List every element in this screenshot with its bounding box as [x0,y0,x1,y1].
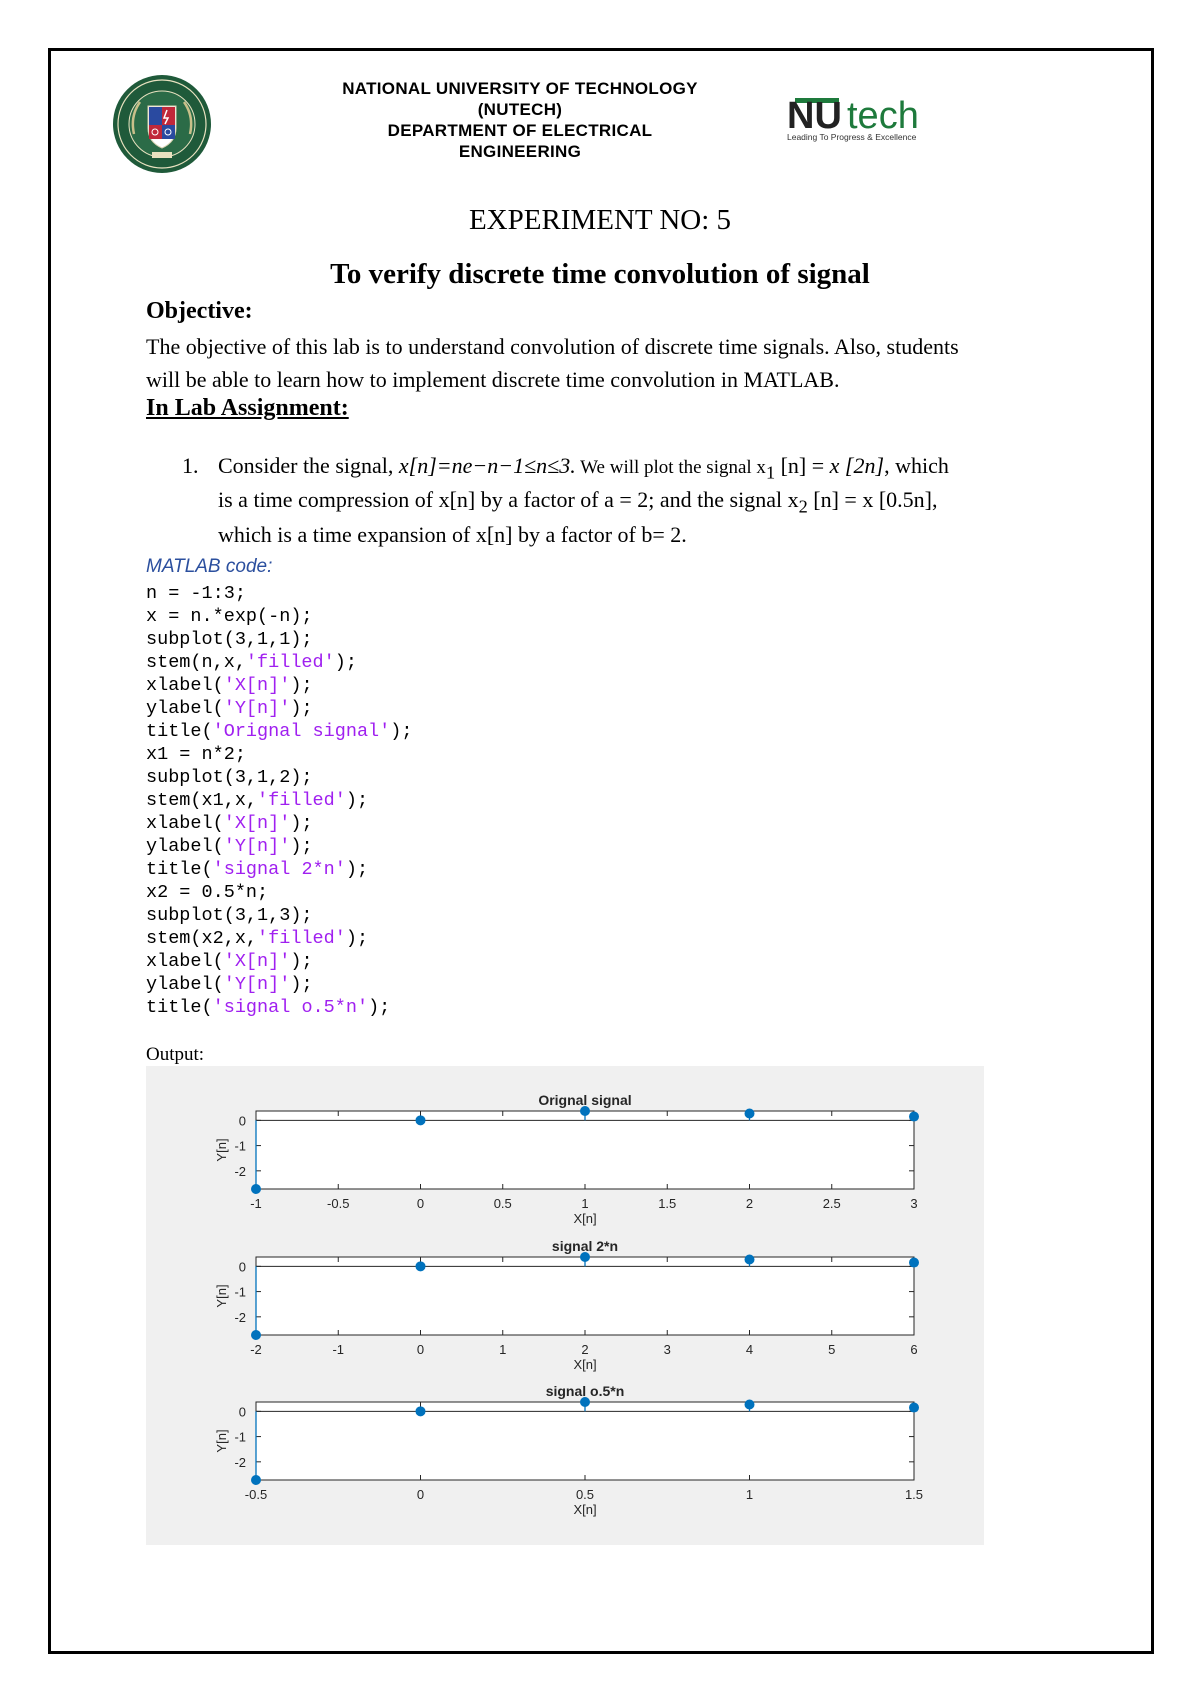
item-line2-sub: 2 [798,496,808,517]
code-string: 'Y[n]' [223,836,291,857]
item-line2-text: is a time compression of x[n] by a factor of a = 2; and the signal x [218,487,799,513]
y-tick-label: -1 [234,1138,246,1154]
item-line-1 [218,452,949,486]
stem-marker [251,1475,261,1485]
code-line [146,996,412,1019]
code-text: stem(n,x, [146,652,246,673]
stem-marker [745,1400,755,1410]
code-text: ); [290,974,313,995]
y-tick-label: 0 [238,1404,246,1420]
x-axis-label: X[n] [573,1211,597,1226]
objective-paragraph [146,330,1066,396]
code-text: title( [146,859,213,880]
code-string: 'Orignal signal' [212,721,391,742]
x-tick-label: 4 [745,1342,754,1357]
code-string: 'Y[n]' [223,698,291,719]
code-line [146,881,412,904]
x-tick-label: 1 [745,1487,754,1502]
code-line [146,927,412,950]
code-line [146,743,412,766]
x-axis-label: X[n] [573,1357,597,1372]
code-text: ylabel( [146,836,224,857]
plot-title: Orignal signal [538,1092,632,1108]
plot-axes-box [256,1111,914,1189]
code-string: 'filled' [257,928,346,949]
x-tick-label: 0 [416,1487,425,1502]
stem-marker [745,1255,755,1265]
x-tick-label: -1 [332,1342,345,1357]
item-line-2 [218,486,949,520]
stem-marker [909,1258,919,1268]
stem-marker [251,1184,261,1194]
code-string: 'Y[n]' [223,974,291,995]
x-tick-label: 3 [910,1196,918,1211]
code-text: ); [368,997,391,1018]
code-line [146,720,412,743]
code-text: ); [290,951,313,972]
output-label: Output: [146,1044,205,1065]
objective-line-1: The objective of this lab is to understand convolution of discrete time signals. Also, students [146,334,959,359]
plot-title: signal 2*n [551,1238,619,1254]
code-text: x1 = n*2; [146,744,246,765]
code-text: n = -1:3; [146,583,246,604]
code-text: stem(x2,x, [146,928,258,949]
code-text: ); [390,721,413,742]
code-text: ylabel( [146,974,224,995]
header-line-2: (NUTECH) [477,100,563,119]
x-tick-label: 6 [910,1342,918,1357]
stem-marker [251,1330,261,1340]
code-string: 'X[n]' [223,951,291,972]
header-line-3: DEPARTMENT OF ELECTRICAL [387,121,653,140]
item-line1-d: x [2n] [829,453,885,478]
y-tick-label: -1 [234,1284,246,1300]
code-string: 'signal o.5*n' [212,997,369,1018]
x-tick-label: 2 [581,1342,589,1357]
code-label: MATLAB code: [146,556,273,577]
plot-axes-box [256,1257,914,1335]
code-text: xlabel( [146,813,224,834]
item-line1-b: We will plot the signal x [575,457,766,478]
code-line [146,904,412,927]
code-line [146,858,412,881]
code-text: xlabel( [146,675,224,696]
code-line [146,697,412,720]
code-text: ylabel( [146,698,224,719]
x-tick-label: 0 [416,1196,425,1211]
institution-header [300,78,740,162]
y-axis-label: Y[n] [214,1284,229,1308]
item-number: 1. [182,453,199,478]
code-text: ); [290,836,313,857]
code-string: 'X[n]' [223,813,291,834]
experiment-title: EXPERIMENT NO: 5 [468,204,732,236]
x-tick-label: 1.5 [658,1196,677,1211]
code-line [146,605,412,628]
item-line1-sub: 1 [765,462,776,483]
item-text [218,452,949,548]
code-text: ); [290,698,313,719]
stem-plots-svg [146,1066,984,1545]
code-text: xlabel( [146,951,224,972]
x-tick-label: 2.5 [822,1196,841,1211]
plot-axes-box [256,1402,914,1480]
code-line [146,674,412,697]
code-text: ); [290,675,313,696]
x-tick-label: 5 [828,1342,836,1357]
code-text: title( [146,721,213,742]
x-axis-label: X[n] [573,1502,597,1517]
code-text: ); [290,813,313,834]
code-line [146,628,412,651]
x-tick-label: 1.5 [904,1487,924,1502]
code-string: 'filled' [257,790,346,811]
y-tick-label: -2 [234,1163,246,1179]
code-line [146,835,412,858]
stem-marker [416,1406,426,1416]
code-line [146,766,412,789]
header-line-4: ENGINEERING [458,142,582,161]
code-line [146,789,412,812]
item-line1-e: , which [884,453,949,478]
y-tick-label: 0 [238,1113,246,1129]
matlab-figure [146,1066,984,1545]
stem-marker [909,1112,919,1122]
x-tick-label: 2 [745,1196,754,1211]
logo-nu-text: NU [787,95,842,137]
code-text: x = n.*exp(-n); [146,606,313,627]
code-text: ); [345,790,369,811]
code-text: ); [334,652,357,673]
x-tick-label: 0.5 [493,1196,512,1211]
x-tick-label: 0 [416,1342,425,1357]
y-tick-label: -2 [234,1454,246,1470]
code-line [146,950,412,973]
x-tick-label: 0.5 [575,1487,595,1502]
stem-marker [416,1115,426,1125]
nutech-logo [783,92,969,144]
code-text: x2 = 0.5*n; [146,882,269,903]
logo-tagline: Leading To Progress & Excellence [787,132,917,142]
item-line2-end: [n] = x [0.5n], [807,487,938,513]
matlab-code-block [146,582,412,1019]
y-tick-label: -1 [234,1429,246,1445]
x-tick-label: -0.5 [244,1487,268,1502]
objective-line-2: will be able to learn how to implement discrete time convolution in MATLAB. [146,367,840,392]
item-line-3: which is a time expansion of x[n] by a factor of b= 2. [218,521,687,547]
code-text: subplot(3,1,2); [146,767,313,788]
code-text: ); [345,859,369,880]
code-string: 'filled' [245,652,335,673]
code-string: 'signal 2*n' [212,859,346,880]
experiment-subtitle: To verify discrete time convolution of signal [330,258,870,290]
y-axis-label: Y[n] [214,1429,229,1453]
code-text: subplot(3,1,3); [146,905,313,926]
x-tick-label: -0.5 [327,1196,350,1211]
x-tick-label: 3 [663,1342,671,1357]
y-axis-label: Y[n] [214,1138,229,1162]
item-line1-c: [n] = [775,453,830,478]
code-text: subplot(3,1,1); [146,629,313,650]
item-line1-math: x[n]=ne−n−1≤n≤3. [398,453,576,478]
code-line [146,582,412,605]
plot-title: signal o.5*n [545,1383,625,1399]
x-tick-label: -1 [250,1196,262,1211]
stem-marker [909,1403,919,1413]
header-line-1: NATIONAL UNIVERSITY OF TECHNOLOGY [342,79,698,98]
x-tick-label: 1 [581,1196,589,1211]
y-tick-label: -2 [234,1309,246,1325]
code-line [146,812,412,835]
x-tick-label: 1 [499,1342,507,1357]
in-lab-heading: In Lab Assignment: [146,395,349,421]
code-string: 'X[n]' [223,675,291,696]
code-text: title( [146,997,213,1018]
code-line [146,973,412,996]
objective-heading: Objective: [146,298,253,324]
stem-marker [416,1261,426,1271]
code-text: stem(x1,x, [146,790,258,811]
item-line1-a: Consider the signal, [218,453,399,478]
stem-marker [745,1109,755,1119]
code-line [146,651,412,674]
university-seal-logo [112,74,212,174]
x-tick-label: -2 [250,1342,262,1357]
logo-tech-text: tech [847,95,919,137]
y-tick-label: 0 [238,1259,246,1275]
code-text: ); [345,928,369,949]
